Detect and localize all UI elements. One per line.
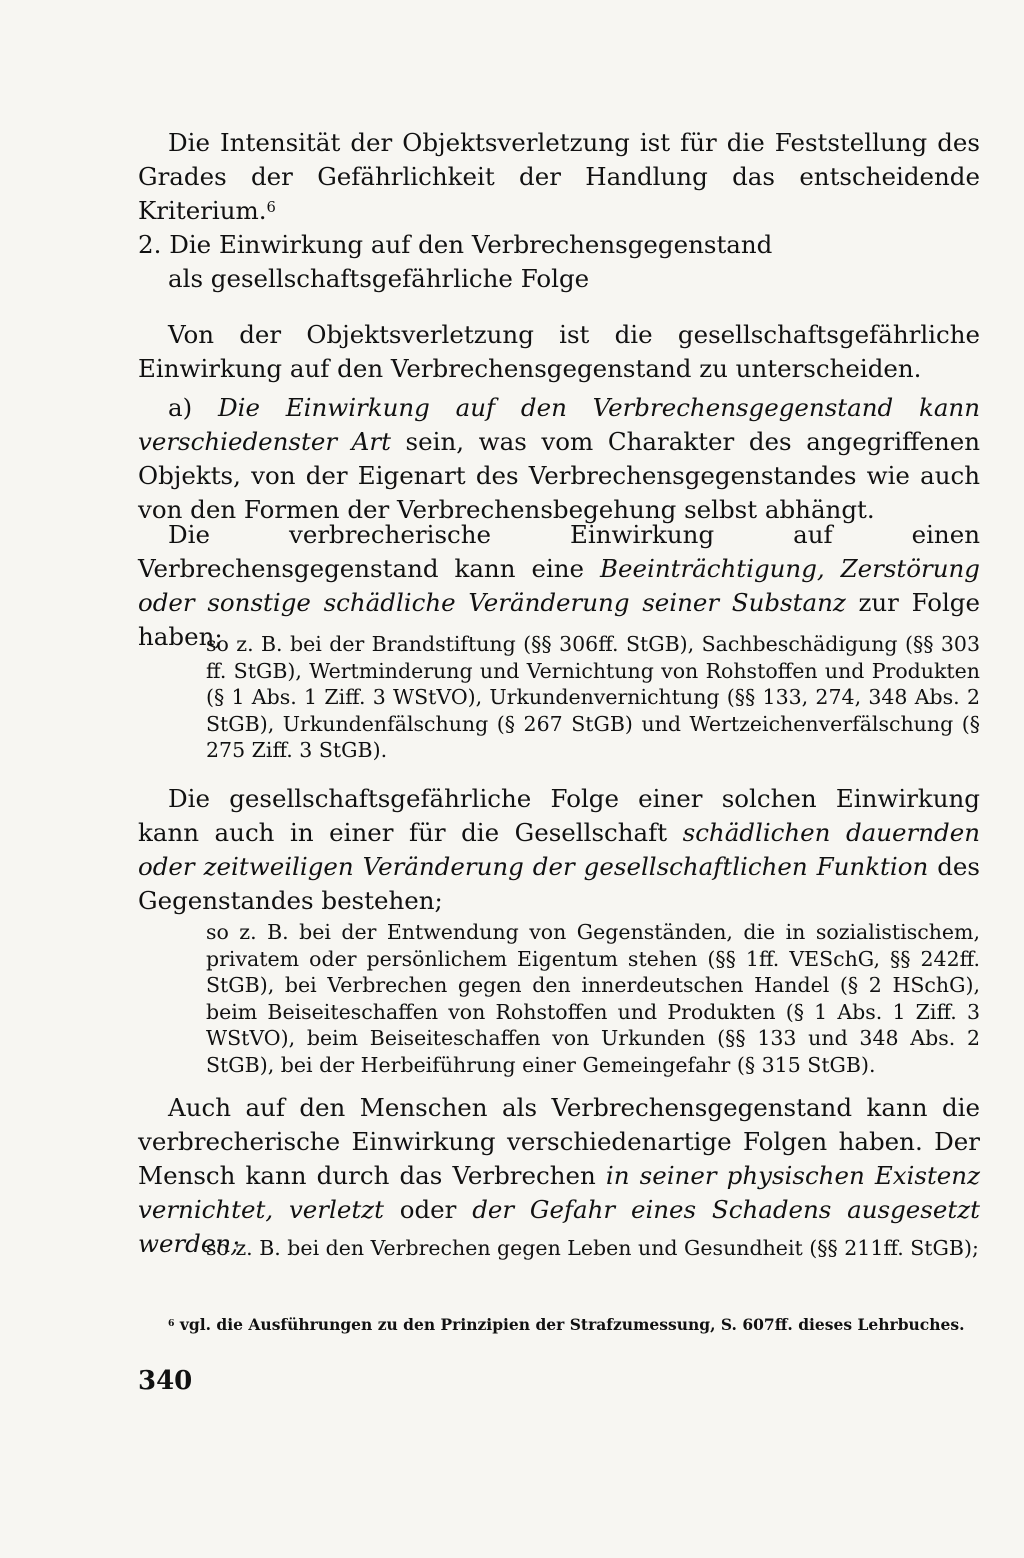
paragraph-human-emphasis-2: der Gefahr eines Schadens ausgesetzt werden; xyxy=(138,1195,980,1258)
paragraph-a xyxy=(138,391,980,527)
page-number: 340 xyxy=(138,1366,193,1396)
section-title-line2: als gesellschaftsgefährliche Folge xyxy=(168,264,590,293)
section-number: 2. xyxy=(138,230,162,259)
footnote xyxy=(168,1315,980,1335)
example-block-3 xyxy=(206,1235,980,1262)
paragraph-intensity-text: Die Intensität der Objektsverletzung ist für die Feststellung des Grades der Gefährlichkeit der Handlung das entscheidende Kriterium. xyxy=(138,128,980,225)
example-block-2-text: so z. B. bei der Entwendung von Gegenständen, die in sozialistischem, privatem oder persönlichem Eigentum stehen (§§ 1ff. VESchG, §§ 242ff. StGB), bei Verbrechen gegen den innerdeutschen Handel (§ 2 HSchG), beim Beiseiteschaffen von Rohstoffen und Produkten (§ 1 Abs. 1 Ziff. 3 WStVO), beim Beiseiteschaffen von Urkunden (§§ 133 und 348 Abs. 2 StGB), bei der Herbeiführung einer Gemeingefahr (§ 315 StGB). xyxy=(206,920,980,1077)
paragraph-human-mid: oder xyxy=(383,1195,473,1224)
paragraph-function xyxy=(138,782,980,918)
section-heading-line1 xyxy=(138,228,980,262)
section-heading xyxy=(138,228,980,296)
paragraph-a-emphasis: Die Einwirkung auf den Verbrechensgegenstand kann verschiedenster Art xyxy=(138,393,980,456)
example-block-3-text: so z. B. bei den Verbrechen gegen Leben und Gesundheit (§§ 211ff. StGB); xyxy=(206,1236,979,1260)
example-block-2 xyxy=(206,919,980,1078)
paragraph-human-pre: Auch auf den Menschen als Verbrechensgegenstand kann die verbrecherische Einwirkung verschiedenartige Folgen haben. Der Mensch kann durch das Verbrechen xyxy=(138,1093,980,1190)
paragraph-a-label: a) xyxy=(168,393,193,422)
footnote-text: vgl. die Ausführungen zu den Prinzipien der Strafzumessung, S. 607ff. dieses Lehrbuches. xyxy=(179,1315,965,1334)
paragraph-function-pre: Die gesellschaftsgefährliche Folge einer solchen Einwirkung kann auch in einer für die Gesellschaft xyxy=(138,784,980,847)
paragraph-human-emphasis-1: in seiner physischen Existenz vernichtet, verletzt xyxy=(138,1161,980,1224)
footnote-reference: 6 xyxy=(266,199,276,217)
paragraph-intensity xyxy=(138,126,980,228)
paragraph-damage-pre: Die verbrecherische Einwirkung auf einen Verbrechensgegenstand kann eine xyxy=(138,520,980,583)
paragraph-distinguish-text: Von der Objektsverletzung ist die gesellschaftsgefährliche Einwirkung auf den Verbrechensgegenstand zu unterscheiden. xyxy=(138,320,980,383)
section-heading-line2 xyxy=(138,262,980,296)
example-block-1-text: so z. B. bei der Brandstiftung (§§ 306ff. StGB), Sachbeschädigung (§§ 303 ff. StGB), Wertminderung und Vernichtung von Rohstoffen und Produkten (§ 1 Abs. 1 Ziff. 3 WStVO), Urkundenvernichtung (§§ 133, 274, 348 Abs. 2 StGB), Urkundenfälschung (§ 267 StGB) und Wertzeichenverfälschung (§ 275 Ziff. 3 StGB). xyxy=(206,632,980,762)
paragraph-distinguish xyxy=(138,318,980,386)
example-block-1 xyxy=(206,631,980,764)
paragraph-damage-post: zur Folge haben; xyxy=(138,588,980,651)
paragraph-function-emphasis: schädlichen dauernden oder zeitweiligen Veränderung der gesellschaftlichen Funktion xyxy=(138,818,981,881)
paragraph-a-text: sein, was vom Charakter des angegriffenen Objekts, von der Eigenart des Verbrechensgegenstandes wie auch von den Formen der Verbrechensbegehung selbst abhängt. xyxy=(138,427,981,524)
paragraph-damage-emphasis: Beeinträchtigung, Zerstörung oder sonstige schädliche Veränderung seiner Substanz xyxy=(138,554,980,617)
section-title-line1: Die Einwirkung auf den Verbrechensgegenstand xyxy=(169,230,773,259)
paragraph-function-post: des Gegenstandes bestehen; xyxy=(138,852,981,915)
footnote-marker: 6 xyxy=(168,1317,175,1329)
